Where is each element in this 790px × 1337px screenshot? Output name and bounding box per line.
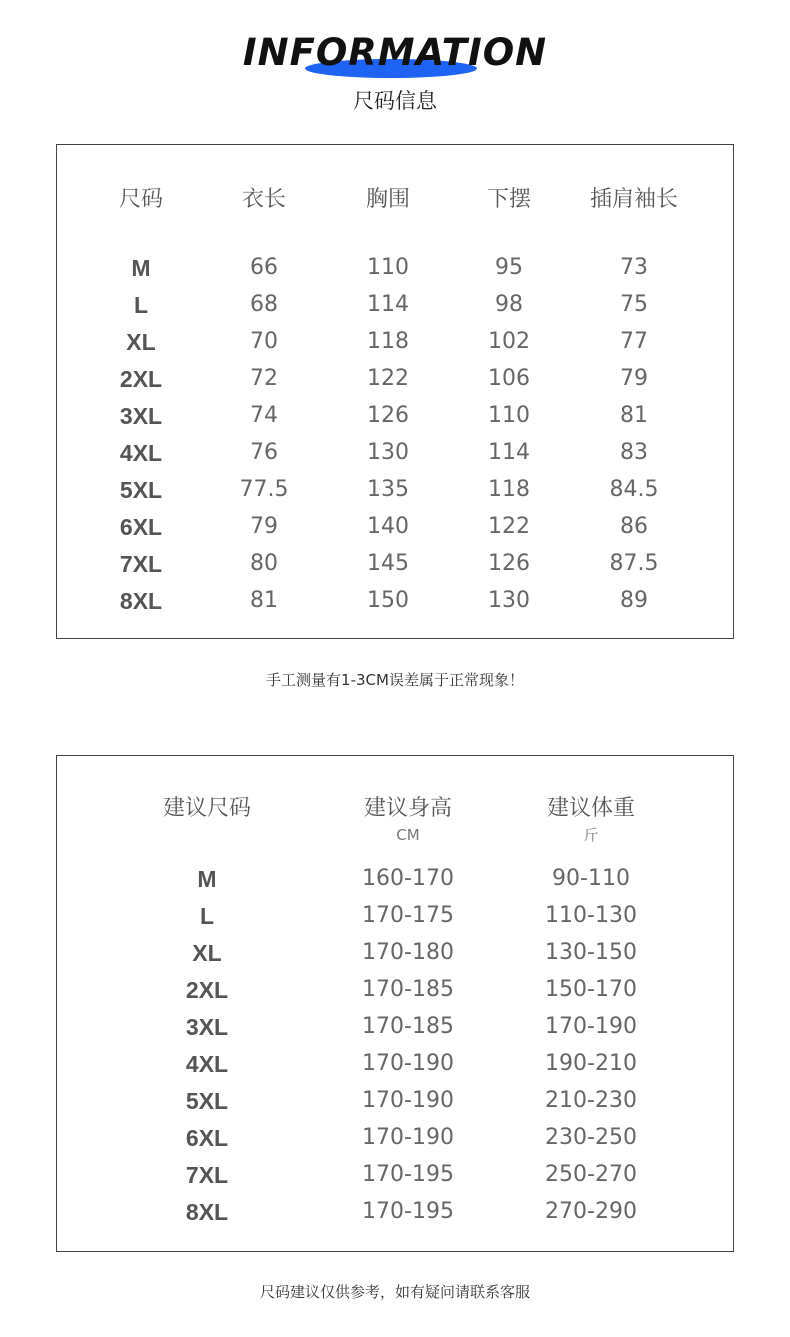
table-cell: 210-230	[545, 1088, 637, 1113]
table-cell: 95	[495, 255, 523, 280]
advice-note: 尺码建议仅供参考，如有疑问请联系客服	[259, 1283, 530, 1301]
table-cell: 170-190	[362, 1125, 454, 1150]
table-cell: 170-195	[362, 1162, 454, 1187]
table-cell: 130	[367, 440, 409, 465]
table-cell: 170-180	[362, 940, 454, 965]
measurement-note: 手工测量有1-3CM误差属于正常现象！	[266, 671, 524, 689]
table-cell: 68	[250, 292, 278, 317]
size-label: M	[197, 866, 217, 892]
size-label: 6XL	[119, 514, 163, 540]
table-cell: 75	[620, 292, 648, 317]
recommend-table-unit: CM	[396, 826, 420, 844]
size-table-header: 衣长	[241, 187, 286, 212]
table-cell: 170-195	[362, 1199, 454, 1224]
table-cell: 145	[367, 551, 409, 576]
table-cell: 70	[250, 329, 278, 354]
table-cell: 81	[620, 403, 648, 428]
size-label: 3XL	[119, 403, 163, 429]
table-cell: 126	[488, 551, 530, 576]
table-cell: 79	[250, 514, 278, 539]
table-cell: 66	[250, 255, 278, 280]
table-cell: 83	[620, 440, 648, 465]
size-table-header: 插肩袖长	[589, 187, 678, 212]
recommend-table-unit: 斤	[583, 826, 599, 844]
size-label: XL	[192, 940, 222, 966]
table-cell: 130	[488, 588, 530, 613]
size-label: L	[133, 292, 149, 318]
table-cell: 74	[250, 403, 278, 428]
size-table-header: 胸围	[365, 187, 410, 212]
table-cell: 72	[250, 366, 278, 391]
table-cell: 150	[367, 588, 409, 613]
size-label: 7XL	[185, 1162, 229, 1188]
recommend-table-header: 建议体重	[546, 796, 635, 821]
table-cell: 160-170	[362, 866, 454, 891]
recommend-table	[56, 755, 734, 1252]
size-label: M	[131, 255, 151, 281]
size-label: 7XL	[119, 551, 163, 577]
table-cell: 114	[488, 440, 530, 465]
size-label: 6XL	[185, 1125, 229, 1151]
table-cell: 98	[495, 292, 523, 317]
table-cell: 135	[367, 477, 409, 502]
table-cell: 140	[367, 514, 409, 539]
table-cell: 110	[367, 255, 409, 280]
table-cell: 110-130	[545, 903, 637, 928]
table-cell: 190-210	[545, 1051, 637, 1076]
table-cell: 77	[620, 329, 648, 354]
table-cell: 170-185	[362, 977, 454, 1002]
page-header	[0, 0, 790, 130]
table-cell: 122	[367, 366, 409, 391]
table-cell: 86	[620, 514, 648, 539]
size-label: 4XL	[185, 1051, 229, 1077]
table-cell: 87.5	[609, 551, 659, 576]
table-cell: 118	[367, 329, 409, 354]
table-cell: 114	[367, 292, 409, 317]
table-cell: 130-150	[545, 940, 637, 965]
table-cell: 250-270	[545, 1162, 637, 1187]
table-cell: 230-250	[545, 1125, 637, 1150]
table-cell: 170-175	[362, 903, 454, 928]
size-table	[56, 144, 734, 639]
size-table-header: 尺码	[118, 187, 163, 212]
size-table-header: 下摆	[486, 187, 531, 212]
table-cell: 84.5	[609, 477, 659, 502]
table-cell: 122	[488, 514, 530, 539]
size-label: 8XL	[119, 588, 163, 614]
table-cell: 270-290	[545, 1199, 637, 1224]
table-cell: 81	[250, 588, 278, 613]
recommend-table-header: 建议身高	[363, 796, 452, 821]
table-cell: 90-110	[552, 866, 630, 891]
table-cell: 170-185	[362, 1014, 454, 1039]
table-cell: 106	[488, 366, 530, 391]
table-cell: 79	[620, 366, 648, 391]
title-block	[0, 28, 790, 88]
table-cell: 170-190	[362, 1088, 454, 1113]
size-label: 5XL	[185, 1088, 229, 1114]
page-subtitle: 尺码信息	[353, 89, 437, 113]
page-title: INFORMATION	[242, 31, 548, 74]
size-label: 3XL	[185, 1014, 229, 1040]
table-cell: 77.5	[239, 477, 289, 502]
size-label: L	[199, 903, 215, 929]
table-cell: 170-190	[362, 1051, 454, 1076]
table-cell: 89	[620, 588, 648, 613]
table-cell: 73	[620, 255, 648, 280]
table-cell: 170-190	[545, 1014, 637, 1039]
table-cell: 102	[488, 329, 530, 354]
recommend-table-header: 建议尺码	[162, 796, 251, 821]
size-label: 2XL	[185, 977, 229, 1003]
table-cell: 126	[367, 403, 409, 428]
size-label: 5XL	[119, 477, 163, 503]
table-cell: 150-170	[545, 977, 637, 1002]
table-cell: 118	[488, 477, 530, 502]
table-cell: 80	[250, 551, 278, 576]
table-cell: 110	[488, 403, 530, 428]
table-cell: 76	[250, 440, 278, 465]
size-label: 8XL	[185, 1199, 229, 1225]
size-label: 4XL	[119, 440, 163, 466]
size-label: XL	[126, 329, 156, 355]
size-label: 2XL	[119, 366, 163, 392]
